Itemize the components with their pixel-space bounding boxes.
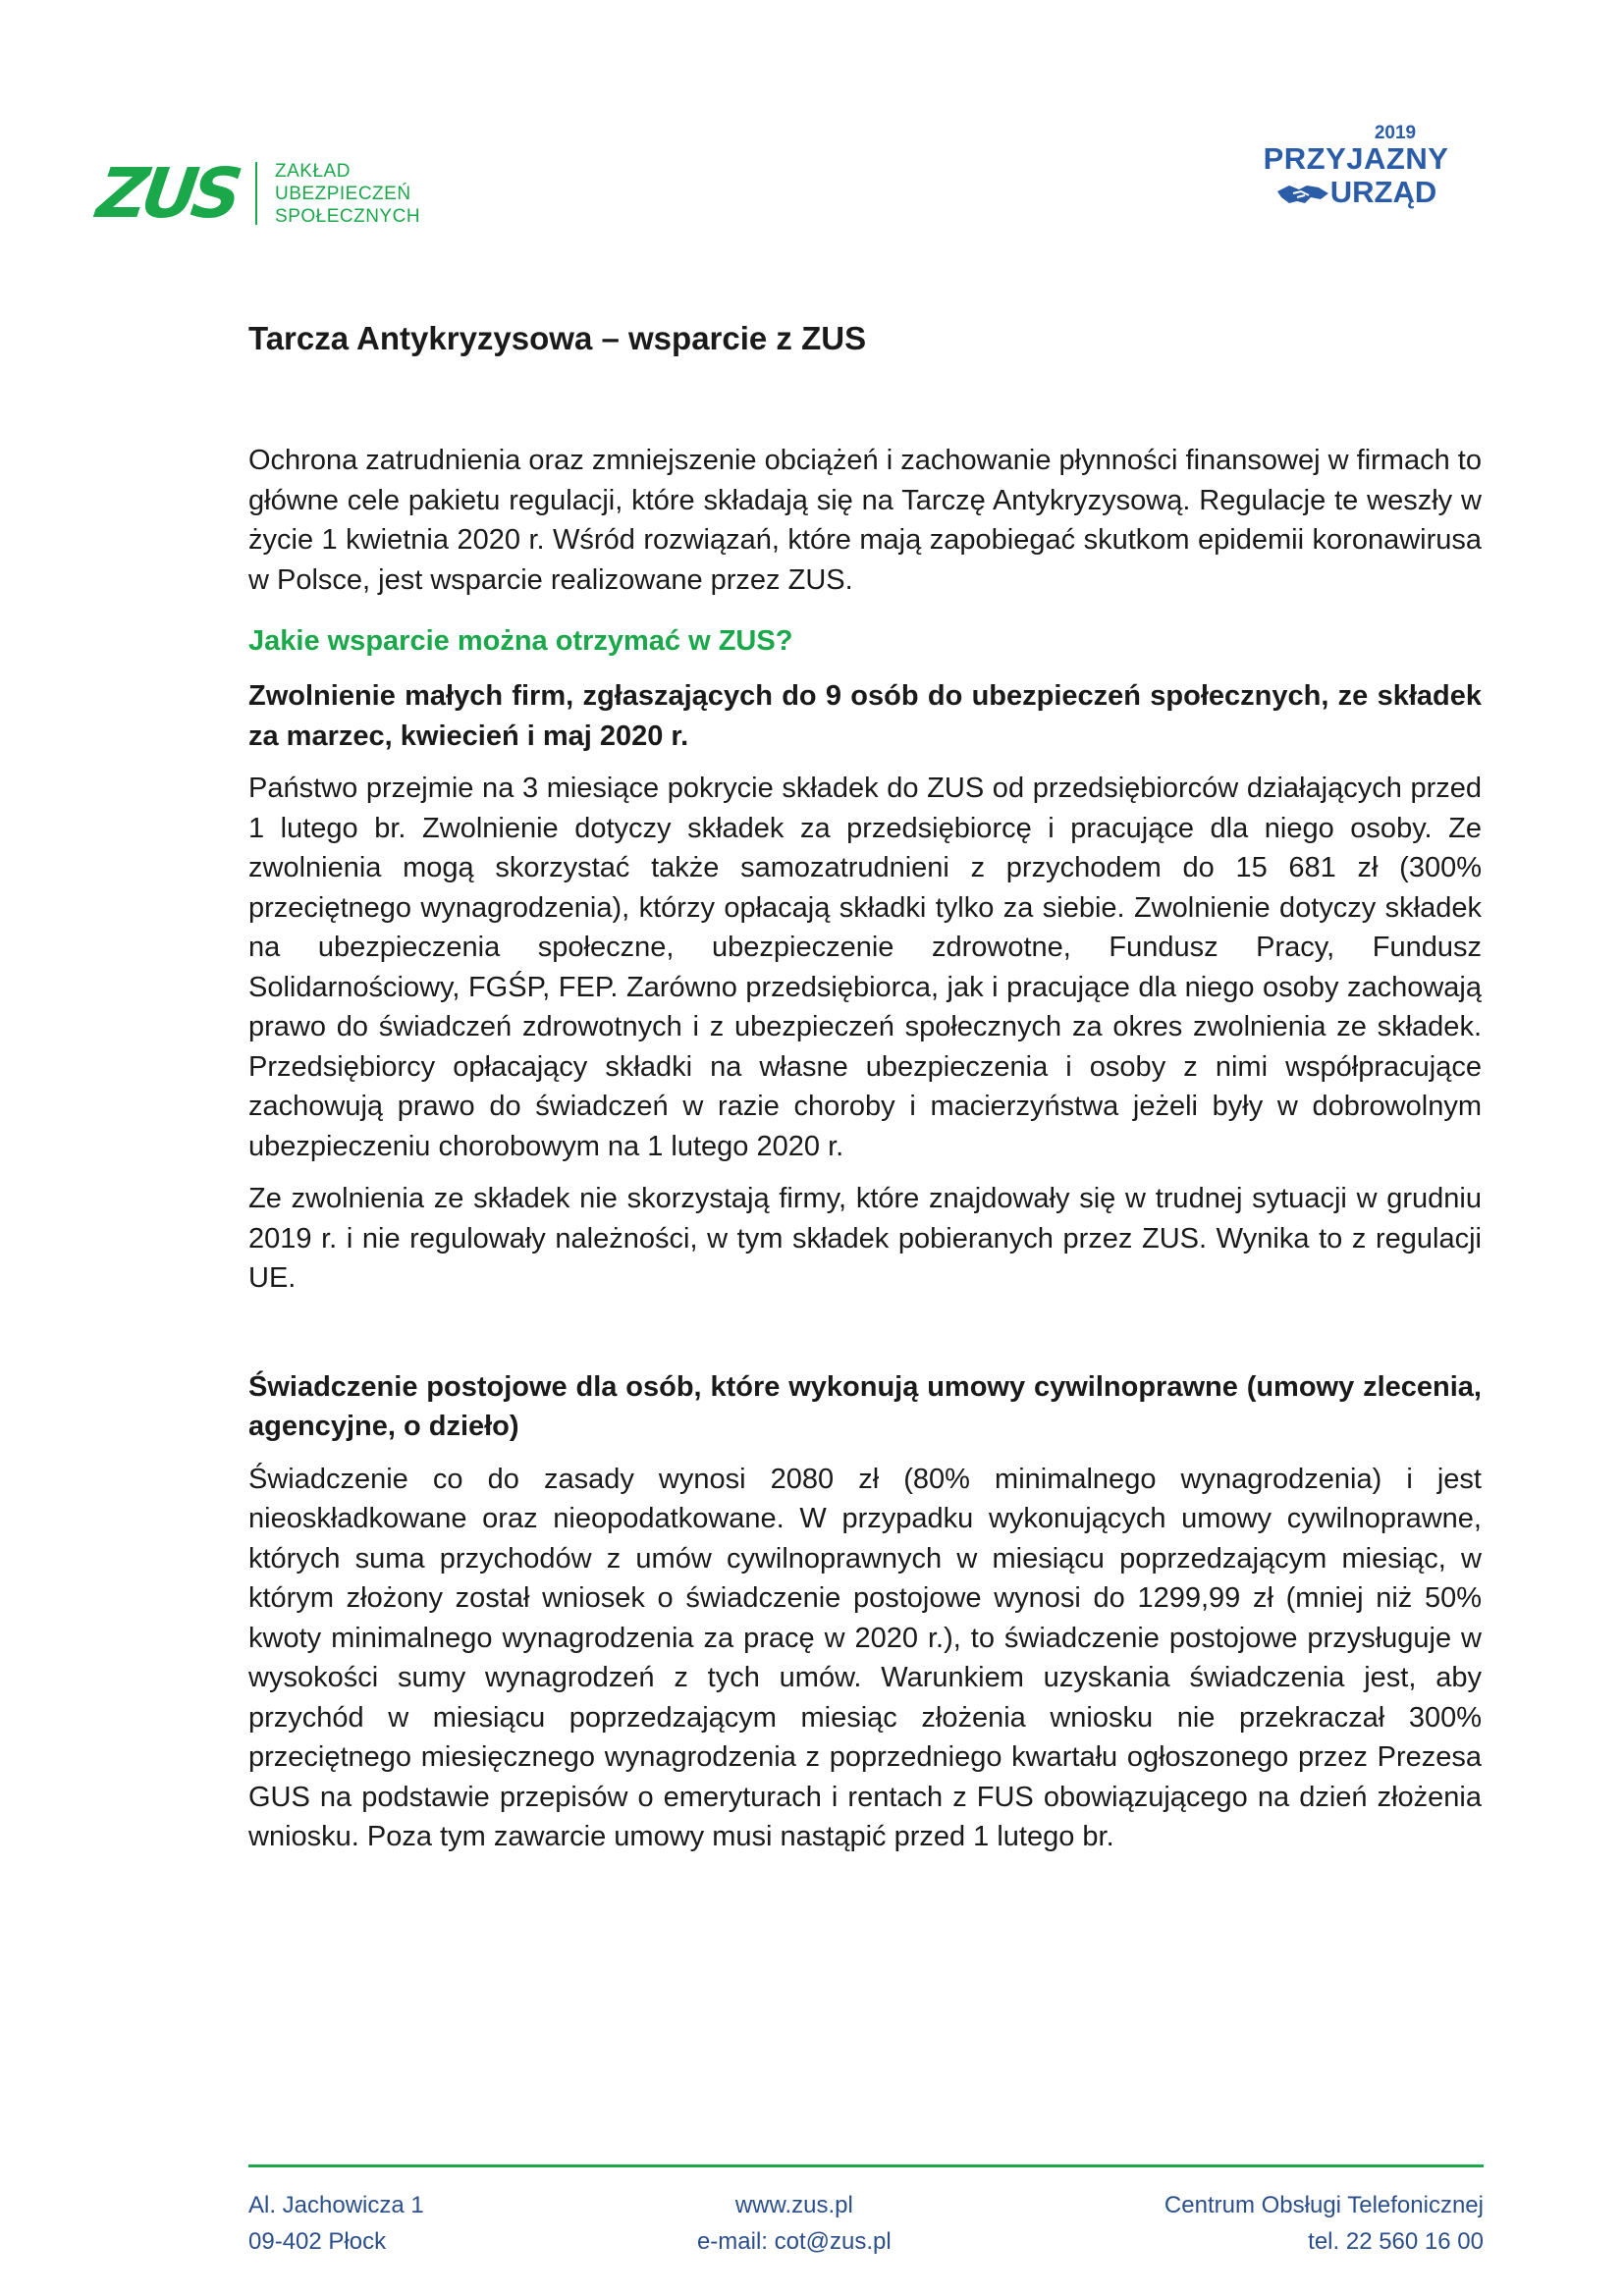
- przyjazny-urzad-row: [1263, 177, 1449, 208]
- footer-web: [697, 2187, 892, 2260]
- handshake-icon: [1275, 178, 1330, 207]
- section2-heading: Świadczenie postojowe dla osób, które wykonują umowy cywilnoprawne (umowy zlecenia, agencyjne, o dzieło): [248, 1370, 1482, 1442]
- section2-paragraph: Świadczenie co do zasady wynosi 2080 zł (80% minimalnego wynagrodzenia) i jest nieoskładkowane oraz nieopodatkowane. W przypadku wykonujących umowy cywilnoprawne, których suma przychodów z umów cywilnoprawnych w miesiącu poprzedzającym miesiąc, w którym złożony został wniosek o świadczenie postojowe wynosi do 1299,99 zł (mniej niż 50% kwoty minimalnego wynagrodzenia za pracę w 2020 r.), to świadczenie postojowe przysługuje w wysokości sumy wynagrodzeń z tych umów. Warunkiem uzyskania świadczenia jest, aby przychód w miesiącu poprzedzającym miesiąc złożenia wniosku nie przekraczał 300% przeciętnego miesięcznego wynagrodzenia z poprzedniego kwartału ogłoszonego przez Prezesa GUS na podstawie przepisów o emeryturach i rentach z FUS obowiązującego na dzień złożenia wniosku. Poza tym zawarcie umowy musi nastąpić przed 1 lutego br.: [248, 1463, 1482, 1852]
- footer-address: [248, 2187, 424, 2260]
- zus-logo-name-line: UBEZPIECZEŃ: [275, 183, 411, 204]
- footer-website-link[interactable]: www.zus.pl: [734, 2192, 853, 2218]
- page-footer: [248, 2164, 1484, 2260]
- section1-paragraph: Państwo przejmie na 3 miesiące pokrycie składek do ZUS od przedsiębiorców działających przed 1 lutego br. Zwolnienie dotyczy składek za przedsiębiorcę i pracujące dla niego osoby. Ze zwolnienia mogą skorzystać także samozatrudnieni z przychodem do 15 681 zł (300% przeciętnego wynagrodzenia), którzy opłacają składki tylko za siebie. Zwolnienie dotyczy składek na ubezpieczenia społeczne, ubezpieczenie zdrowotne, Fundusz Pracy, Fundusz Solidarnościowy, FGŚP, FEP. Zarówno przedsiębiorca, jak i pracujące dla niego osoby zachowają prawo do świadczeń zdrowotnych i z ubezpieczeń społecznych za okres zwolnienia ze składek. Przedsiębiorcy opłacający składki na własne ubezpieczenia i osoby z nimi współpracujące zachowują prawo do świadczeń w razie choroby i macierzyństwa jeżeli były w dobrowolnym ubezpieczeniu chorobowym na 1 lutego 2020 r.: [248, 773, 1482, 1162]
- zus-logo-name: [275, 160, 420, 228]
- zus-logo-mark: ZUS: [92, 153, 242, 234]
- footer-phone[interactable]: tel. 22 560 16 00: [1308, 2228, 1484, 2255]
- footer-divider: [248, 2164, 1484, 2167]
- przyjazny-urzad-line2: URZĄD: [1329, 175, 1437, 209]
- footer-address-line: Al. Jachowicza 1: [248, 2192, 424, 2218]
- footer-email-link[interactable]: e-mail: cot@zus.pl: [696, 2228, 892, 2255]
- section1-heading: Zwolnienie małych firm, zgłaszających do 9 osób do ubezpieczeń społecznych, ze składek za marzec, kwiecień i maj 2020 r.: [248, 680, 1482, 752]
- footer-contact-line: Centrum Obsługi Telefonicznej: [1164, 2192, 1484, 2218]
- przyjazny-urzad-year: 2019: [1374, 123, 1417, 143]
- przyjazny-urzad-line1: PRZYJAZNY: [1263, 141, 1449, 176]
- document-body: [248, 319, 1482, 1857]
- footer-address-line: 09-402 Płock: [248, 2228, 387, 2255]
- page-header: [0, 0, 1624, 255]
- zus-logo-name-line: ZAKŁAD: [275, 160, 351, 182]
- footer-columns: [248, 2187, 1484, 2260]
- zus-logo-name-line: SPOŁECZNYCH: [275, 205, 421, 227]
- intro-paragraph: Ochrona zatrudnienia oraz zmniejszenie obciążeń i zachowanie płynności finansowej w firmach to główne cele pakietu regulacji, które składają się na Tarczę Antykryzysową. Regulacje te weszły w życie 1 kwietnia 2020 r. Wśród rozwiązań, które mają zapobiegać skutkom epidemii koronawirusa w Polsce, jest wsparcie realizowane przez ZUS.: [248, 445, 1482, 596]
- zus-logo-separator: [255, 162, 257, 225]
- section1-paragraph: Ze zwolnienia ze składek nie skorzystają firmy, które znajdowały się w trudnej sytuacji w grudniu 2019 r. i nie regulowały należności, w tym składek pobieranych przez ZUS. Wynika to z regulacji UE.: [248, 1183, 1482, 1294]
- przyjazny-urzad-logo: [1263, 124, 1449, 232]
- document-title: Tarcza Antykryzysowa – wsparcie z ZUS: [248, 320, 867, 356]
- question-heading: Jakie wsparcie można otrzymać w ZUS?: [248, 625, 793, 657]
- footer-contact: [1164, 2187, 1484, 2260]
- zus-logo: [92, 153, 421, 234]
